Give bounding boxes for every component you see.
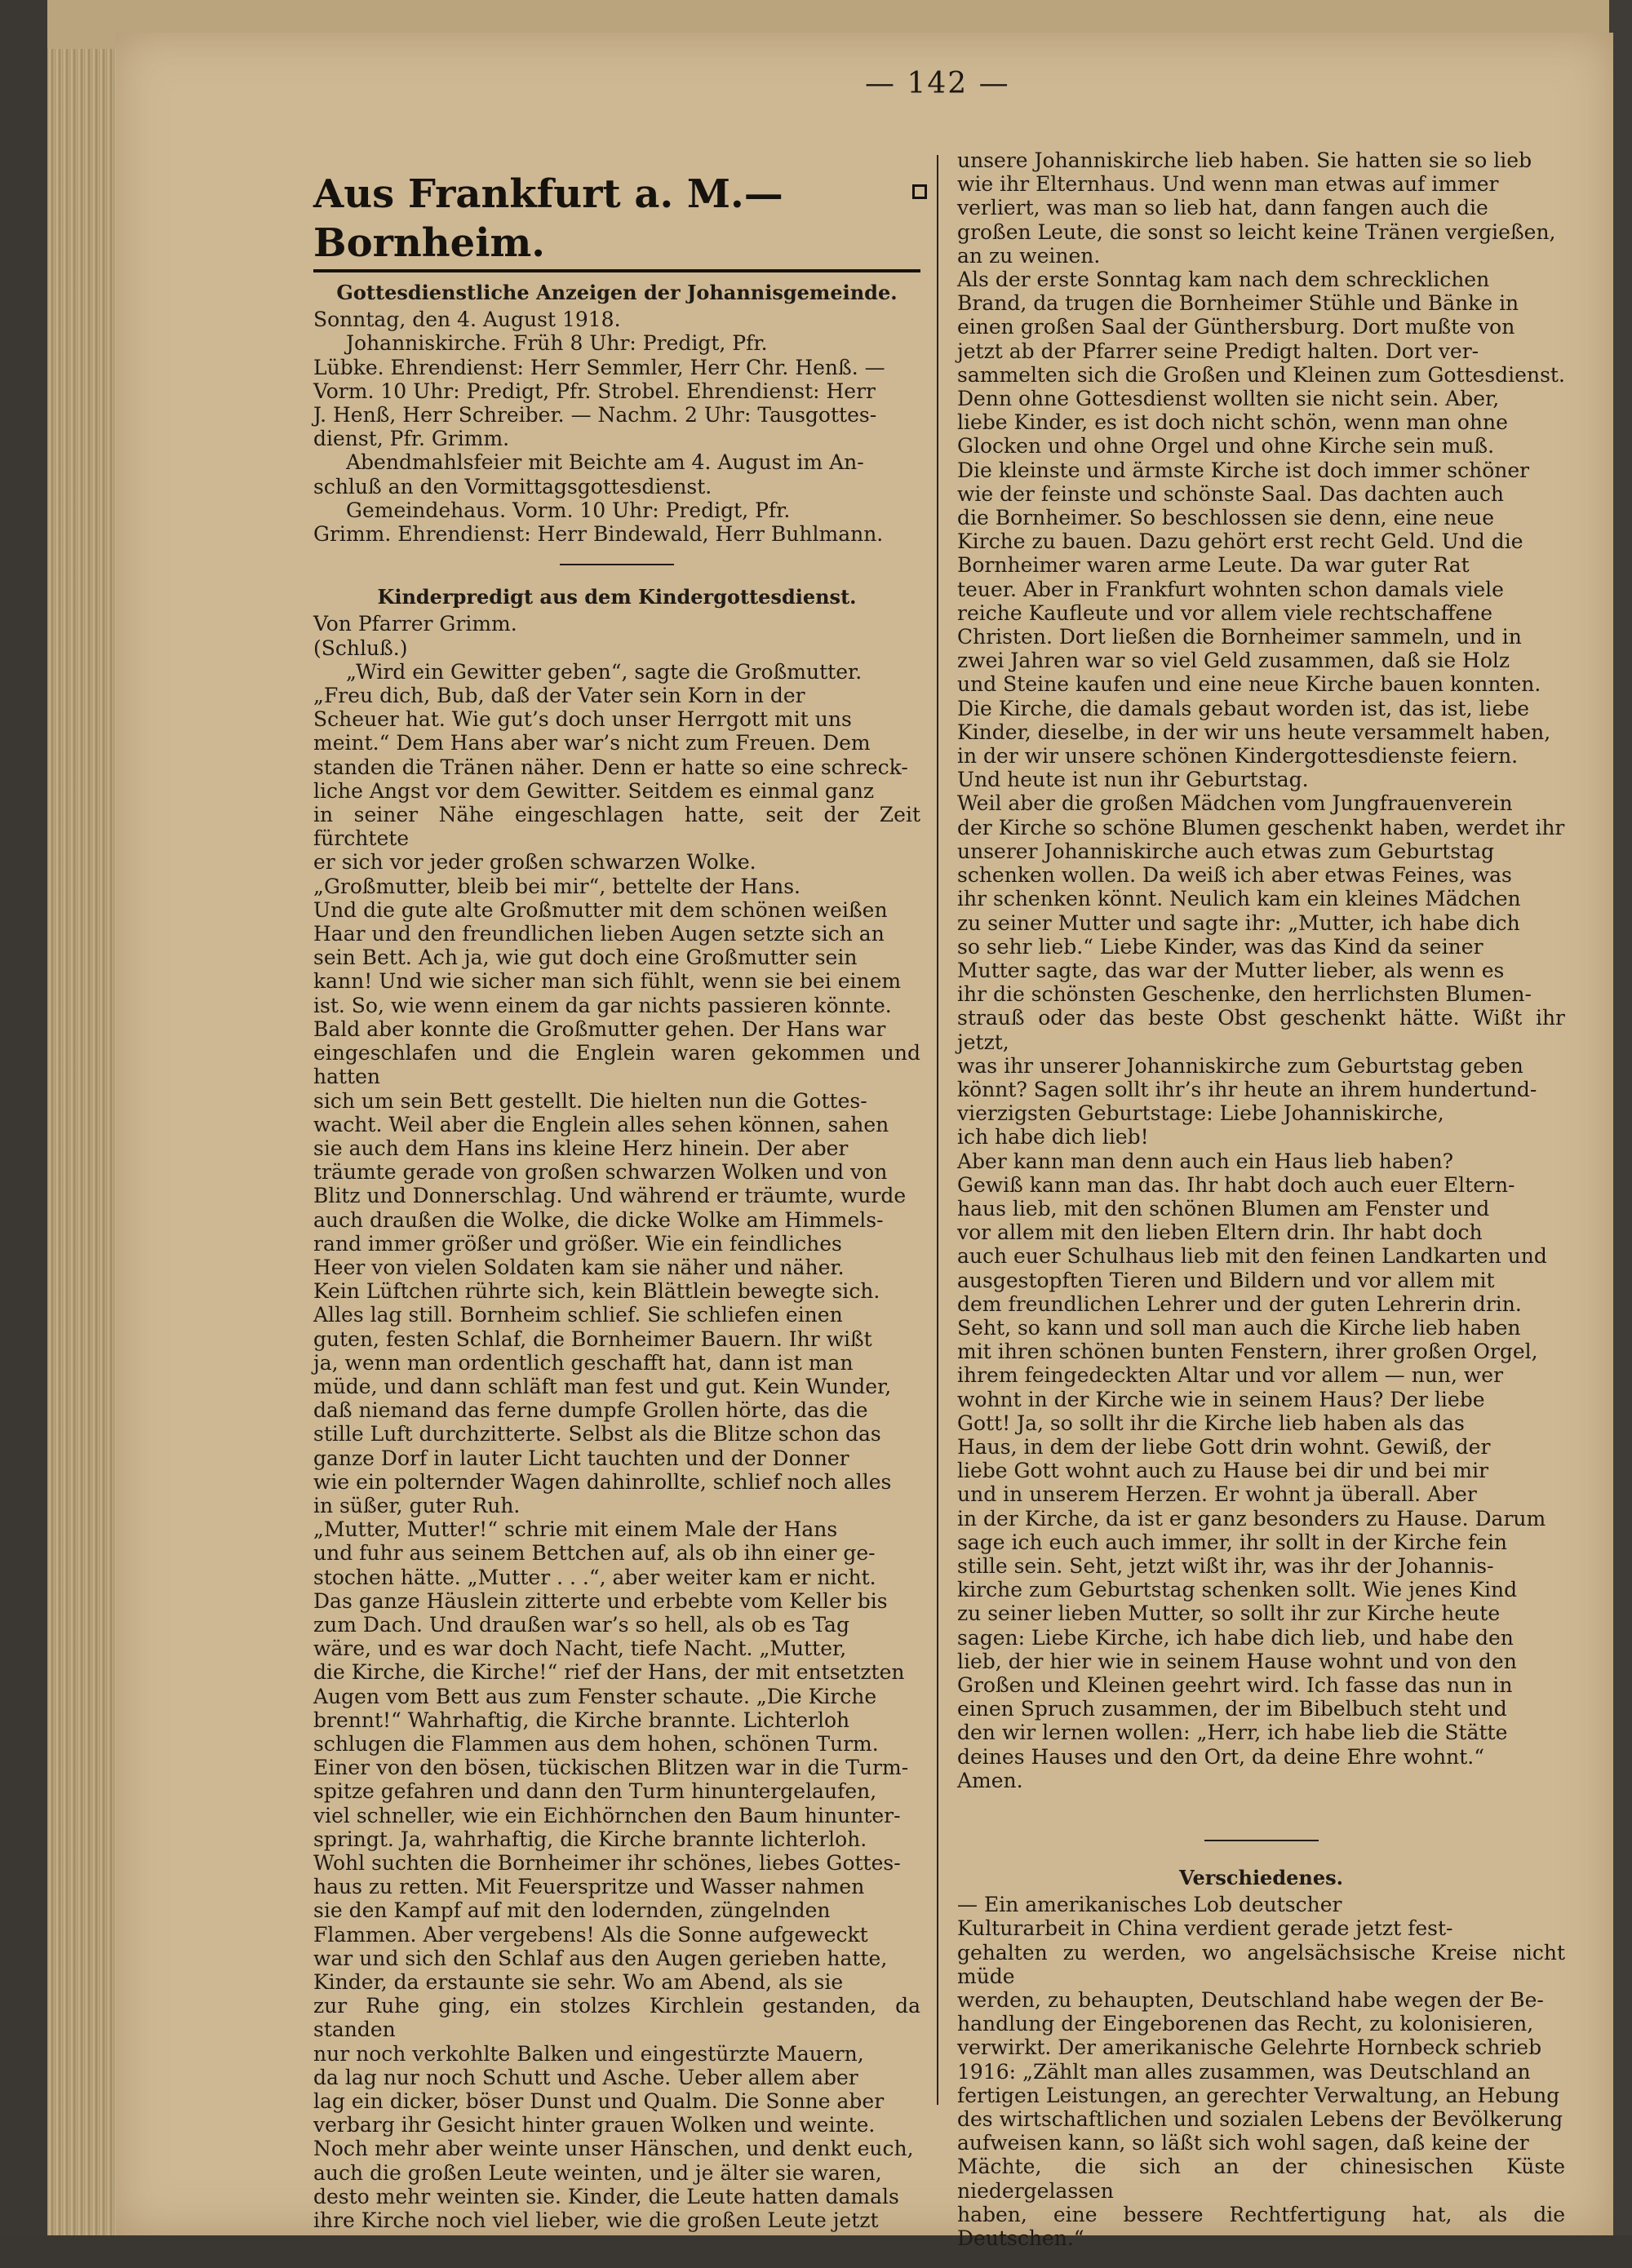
section-divider-right xyxy=(1204,1840,1319,1841)
kinderpredigt-continued-2: Weil aber die großen Mädchen vom Jungfrauenverein der Kirche so schöne Blumen geschenkt haben, werdet ihr unserer Johanniskirche auch etwas zum Geburtstag schenken wollen. Da weiß ich aber etwas Feines, was ihr schenken könnt. Neulich kam ein kleines Mädchen zu seiner Mutter und sagte ihr: „Mutter, ich habe dich so sehr lieb.“ Liebe Kinder, was das Kind da seiner Mutter sagte, das war der Mutter lieber, als wenn es ihr die schönsten Geschenke, den herrlichsten Blumen- strauß oder das beste Obst geschenkt hätte. Wißt ihr jetzt, was ihr unserer Johanniskirche zum Geburtstag geben könnt? Sagen sollt ihr’s ihr heute an ihrem hundertund- vierzigsten Geburtstage: Liebe Johanniskirche, ich habe dich lieb! xyxy=(957,791,1565,1150)
left-column xyxy=(313,170,920,2232)
service-date: Sonntag, den 4. August 1918. xyxy=(313,308,621,332)
page-edges xyxy=(47,49,121,2252)
right-column xyxy=(957,148,1565,2250)
headline-rule xyxy=(313,269,920,272)
headline-text: Aus Frankfurt a. M.—Bornheim. xyxy=(313,171,783,266)
headline xyxy=(313,170,920,268)
kinderpredigt-continued-1: unsere Johanniskirche lieb haben. Sie hatten sie so lieb wie ihr Elternhaus. Und wenn man etwas auf immer verliert, was man so lieb hat, dann fangen auch die großen Leute, die sonst so leicht keine Tränen vergießen, an zu weinen. Als der erste Sonntag kam nach dem schrecklichen Brand, da trugen die Bornheimer Stühle und Bänke in einen großen Saal der Günthersburg. Dort mußte von jetzt ab der Pfarrer seine Predigt halten. Dort ver- sammelten sich die Großen und Kleinen zum Gottesdienst. Denn ohne Gottesdienst wollten sie nicht sein. Aber, liebe Kinder, es ist doch nicht schön, wenn man ohne Glocken und ohne Orgel und ohne Kirche sein muß. Die kleinste und ärmste Kirche ist doch immer schöner wie der feinste und schönste Saal. Das dachten auch die Bornheimer. So beschlossen sie denn, eine neue Kirche zu bauen. Dazu gehört erst recht Geld. Und die Bornheimer waren arme Leute. Da war guter Rat teuer. Aber in Frankfurt wohnten schon damals viele reiche Kaufleute und vor allem viele rechtschaffene Christen. Dort ließen die Bornheimer sammeln, und in zwei Jahren war so viel Geld zusammen, daß sie Holz und Steine kaufen und eine neue Kirche bauen konnten. Die Kirche, die damals gebaut worden ist, das ist, liebe Kinder, dieselbe, in der wir uns heute versammelt haben, in der wir unsere schönen Kindergottesdienste feiern. Und heute ist nun ihr Geburtstag. xyxy=(957,148,1565,792)
section-title-services: Gottesdienstliche Anzeigen der Johannisgemeinde. xyxy=(336,281,898,304)
column-divider xyxy=(937,155,938,2105)
section-title-kinderpredigt: Kinderpredigt aus dem Kindergottesdienst. xyxy=(377,585,857,609)
service-gemeindehaus: Gemeindehaus. Vorm. 10 Uhr: Predigt, Pfr. Grimm. Ehrendienst: Herr Bindewald, Herr Buhlmann. xyxy=(313,498,884,547)
conclusion-note: (Schluß.) xyxy=(313,636,408,660)
section-divider xyxy=(560,564,674,565)
page-number: — 142 — xyxy=(865,67,1010,100)
kinderpredigt-body: „Wird ein Gewitter geben“, sagte die Großmutter. „Freu dich, Bub, daß der Vater sein Korn in der Scheuer hat. Wie gut’s doch unser Herrgott mit uns meint.“ Dem Hans aber war’s nicht zum Freuen. Dem standen die Tränen näher. Denn er hatte so eine schreck- liche Angst vor dem Gewitter. Seitdem es einmal ganz in seiner Nähe eingeschlagen hatte, seit der Zeit fürchtete er sich vor jeder großen schwarzen Wolke. „Großmutter, bleib bei mir“, bettelte der Hans. Und die gute alte Großmutter mit dem schönen weißen Haar und den freundlichen lieben Augen setzte sich an sein Bett. Ach ja, wie gut doch eine Großmutter sein kann! Und wie sicher man sich fühlt, wenn sie bei einem ist. So, wie wenn einem da gar nichts passieren könnte. Bald aber konnte die Großmutter gehen. Der Hans war eingeschlafen und die Englein waren gekommen und hatten sich um sein Bett gestellt. Die hielten nun die Gottes- wacht. Weil aber die Englein alles sehen können, sahen sie auch dem Hans ins kleine Herz hinein. Der aber träumte gerade von großen schwarzen Wolken und von Blitz und Donnerschlag. Und während er träumte, wurde auch draußen die Wolke, die dicke Wolke am Himmels- rand immer größer und größer. Wie ein feindliches Heer von vielen Soldaten kam sie näher und näher. Kein Lüftchen rührte sich, kein Blättlein bewegte sich. Alles lag still. Bornheim schlief. Sie schliefen einen guten, festen Schlaf, die Bornheimer Bauern. Ihr wißt ja, wenn man ordentlich geschafft hat, dann ist man müde, und dann schläft man fest und gut. Kein Wunder, daß niemand das ferne dumpfe Grollen hörte, das die stille Luft durchzitterte. Selbst als die Blitze schon das ganze Dorf in lauter Licht tauchten und der Donner wie ein polternder Wagen dahinrollte, schlief noch alles in süßer, guter Ruh. „Mutter, Mutter!“ schrie mit einem Male der Hans und fuhr aus seinem Bettchen auf, als ob ihn einer ge- stochen hätte. „Mutter . . .“, aber weiter kam er nicht. Das ganze Häuslein zitterte und erbebte vom Keller bis zum Dach. Und draußen war’s so hell, als ob es Tag wäre, und es war doch Nacht, tiefe Nacht. „Mutter, die Kirche, die Kirche!“ rief der Hans, der mit entsetzten Augen vom Bett aus zum Fenster schaute. „Die Kirche brennt!“ Wahrhaftig, die Kirche brannte. Lichterloh schlugen die Flammen aus dem hohen, schönen Turm. Einer von den bösen, tückischen Blitzen war in die Turm- spitze gefahren und dann den Turm hinuntergelaufen, viel schneller, wie ein Eichhörnchen den Baum hinunter- springt. Ja, wahrhaftig, die Kirche brannte lichterloh. Wohl suchten die Bornheimer ihr schönes, liebes Gottes- haus zu retten. Mit Feuerspritze und Wasser nahmen sie den Kampf auf mit den lodernden, züngelnden Flammen. Aber vergebens! Als die Sonne aufgeweckt war und sich den Schlaf aus den Augen gerieben hatte, Kinder, da erstaunte sie sehr. Wo am Abend, als sie zur Ruhe ging, ein stolzes Kirchlein gestanden, da standen nur noch verkohlte Balken und eingestürzte Mauern, da lag nur noch Schutt und Asche. Ueber allem aber lag ein dicker, böser Dunst und Qualm. Die Sonne aber verbarg ihr Gesicht hinter grauen Wolken und weinte. Noch mehr aber weinte unser Hänschen, und denkt euch, auch die großen Leute weinten, und je älter sie waren, desto mehr weinten sie. Kinder, die Leute hatten damals ihre Kirche noch viel lieber, wie die großen Leute jetzt xyxy=(313,659,920,2233)
author-line: Von Pfarrer Grimm. xyxy=(313,612,517,636)
book-spine-shadow xyxy=(0,0,47,2268)
verschiedenes-body: — Ein amerikanisches Lob deutscher Kulturarbeit in China verdient gerade jetzt fest- gehalten zu werden, wo angelsächsische Kreise nicht müde werden, zu behaupten, Deutschland habe wegen der Be- handlung der Eingeborenen das Recht, zu kolonisieren, verwirkt. Der amerikanische Gelehrte Hornbeck schrieb 1916: „Zählt man alles zusammen, was Deutschland an fertigen Leistungen, an gerechter Verwaltung, an Hebung des wirtschaftlichen und sozialen Lebens der Bevölkerung aufweisen kann, so läßt sich wohl sagen, daß keine der Mächte, die sich an der chinesischen Küste niedergelassen haben, eine bessere Rechtfertigung hat, als die Deutschen.“ xyxy=(957,1893,1565,2251)
kinderpredigt-continued-3: Aber kann man denn auch ein Haus lieb haben? Gewiß kann man das. Ihr habt doch auch euer Eltern- haus lieb, mit den schönen Blumen am Fenster und vor allem mit den lieben Eltern drin. Ihr habt doch auch euer Schulhaus lieb mit den feinen Landkarten und ausgestopften Tieren und Bildern und vor allem mit dem freundlichen Lehrer und der guten Lehrerin drin. Seht, so kann und soll man auch die Kirche lieb haben mit ihren schönen bunten Fenstern, ihrer großen Orgel, ihrem feingedeckten Altar und vor allem — nun, wer wohnt in der Kirche wie in seinem Haus? Der liebe Gott! Ja, so sollt ihr die Kirche lieb haben als das Haus, in dem der liebe Gott drin wohnt. Gewiß, der liebe Gott wohnt auch zu Hause bei dir und bei mir und in unserem Herzen. Er wohnt ja überall. Aber in der Kirche, da ist er ganz besonders zu Hause. Darum sage ich euch auch immer, ihr sollt in der Kirche fein stille sein. Seht, jetzt wißt ihr, was ihr der Johannis- kirche zum Geburtstag schenken sollt. Wie jenes Kind zu seiner lieben Mutter, so sollt ihr zur Kirche heute sagen: Liebe Kirche, ich habe dich lieb, und habe den lieb, der hier wie in seinem Hause wohnt und von den Großen und Kleinen geehrt wird. Ich fasse das nun in einen Spruch zusammen, der im Bibelbuch steht und den wir lernen wollen: „Herr, ich habe lieb die Stätte deines Hauses und den Ort, da deine Ehre wohnt.“ Amen. xyxy=(957,1149,1547,1792)
section-title-verschiedenes: Verschiedenes. xyxy=(1179,1866,1343,1890)
service-johanniskirche: Johanniskirche. Früh 8 Uhr: Predigt, Pfr. Lübke. Ehrendienst: Herr Semmler, Herr Chr. Henß. — Vorm. 10 Uhr: Predigt, Pfr. Strobel. Ehrendienst: Herr J. Henß, Herr Schreiber. — Nachm. 2 Uhr: Tausgottes- dienst, Pfr. Grimm. xyxy=(313,331,885,451)
service-abendmahl: Abendmahlsfeier mit Beichte am 4. August im An- schluß an den Vormittagsgottesdienst. xyxy=(313,450,864,498)
headline-box-icon xyxy=(912,184,927,199)
